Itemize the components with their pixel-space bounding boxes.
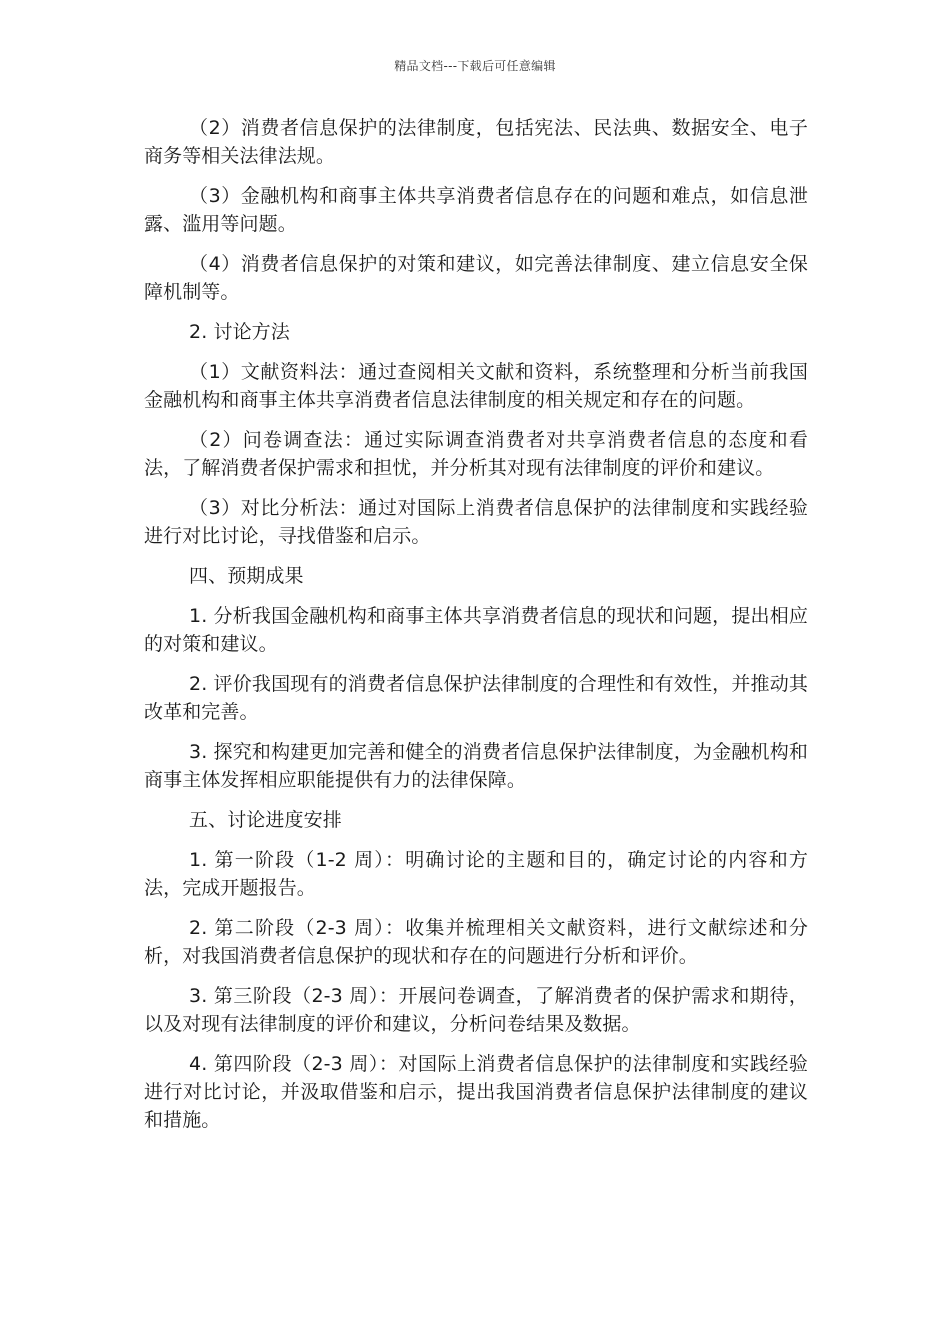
paragraph-result-1: 1. 分析我国金融机构和商事主体共享消费者信息的现状和问题，提出相应的对策和建议。 [144,605,808,655]
document-body [144,114,808,1146]
paragraph-stage-2: 2. 第二阶段（2-3 周）：收集并梳理相关文献资料，进行文献综述和分析，对我国消费者信息保护的现状和存在的问题进行分析和评价。 [144,917,808,967]
paragraph-scope-2: （2）消费者信息保护的法律制度，包括宪法、民法典、数据安全、电子商务等相关法律法规。 [144,117,808,167]
section-heading-methods: 2. 讨论方法 [189,321,290,343]
paragraph-stage-3: 3. 第三阶段（2-3 周）：开展问卷调查，了解消费者的保护需求和期待，以及对现有法律制度的评价和建议，分析问卷结果及数据。 [144,985,808,1035]
paragraph-method-1: （1）文献资料法：通过查阅相关文献和资料，系统整理和分析当前我国金融机构和商事主体共享消费者信息法律制度的相关规定和存在的问题。 [144,361,808,411]
paragraph-method-3: （3）对比分析法：通过对国际上消费者信息保护的法律制度和实践经验进行对比讨论，寻找借鉴和启示。 [144,497,808,547]
section-heading-expected-results: 四、预期成果 [189,565,304,587]
paragraph-scope-4: （4）消费者信息保护的对策和建议，如完善法律制度、建立信息安全保障机制等。 [144,253,808,303]
paragraph-stage-1: 1. 第一阶段（1-2 周）：明确讨论的主题和目的，确定讨论的内容和方法，完成开题报告。 [144,849,808,899]
page-header: 精品文档---下载后可任意编辑 [394,59,556,73]
paragraph-stage-4: 4. 第四阶段（2-3 周）：对国际上消费者信息保护的法律制度和实践经验进行对比讨论，并汲取借鉴和启示，提出我国消费者信息保护法律制度的建议和措施。 [144,1053,808,1131]
paragraph-method-2: （2）问卷调查法：通过实际调查消费者对共享消费者信息的态度和看法，了解消费者保护需求和担忧，并分析其对现有法律制度的评价和建议。 [144,429,808,479]
paragraph-result-3: 3. 探究和构建更加完善和健全的消费者信息保护法律制度，为金融机构和商事主体发挥相应职能提供有力的法律保障。 [144,741,808,791]
paragraph-result-2: 2. 评价我国现有的消费者信息保护法律制度的合理性和有效性，并推动其改革和完善。 [144,673,808,723]
paragraph-scope-3: （3）金融机构和商事主体共享消费者信息存在的问题和难点，如信息泄露、滥用等问题。 [144,185,808,235]
section-heading-schedule: 五、讨论进度安排 [189,809,342,831]
